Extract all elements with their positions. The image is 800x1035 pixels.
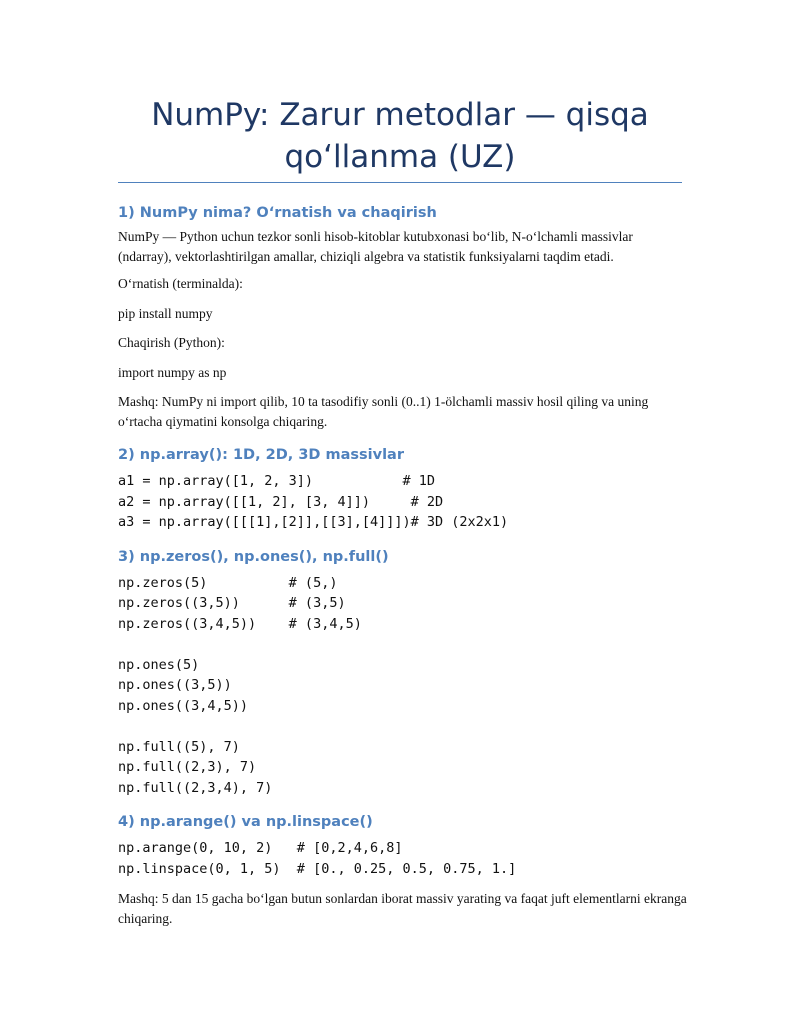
section-3-heading: 3) np.zeros(), np.ones(), np.full() xyxy=(118,548,389,565)
section-2-code: a1 = np.array([1, 2, 3]) # 1D a2 = np.array([[1, 2], [3, 4]]) # 2D a3 = np.array([[[1],[2]],[[3],[4]]])# 3D (2x2x1) xyxy=(118,473,509,530)
install-command: pip install numpy xyxy=(118,305,213,321)
title-line-1: NumPy: Zarur metodlar — qisqa xyxy=(151,97,649,133)
section-4-heading: 4) np.arange() va np.linspace() xyxy=(118,814,373,830)
section-1-heading: 1) NumPy nima? O‘rnatish va chaqirish xyxy=(118,205,437,221)
title-divider xyxy=(118,182,682,183)
document-title xyxy=(118,94,682,178)
section-2-heading: 2) np.array(): 1D, 2D, 3D massivlar xyxy=(118,447,404,463)
title-line-2: qo‘llanma (UZ) xyxy=(284,139,516,175)
section-4-exercise: Mashq: 5 dan 15 gacha bo‘lgan butun sonlardan iborat massiv yarating va faqat juft elementlarni ekranga chiqaring. xyxy=(118,891,687,926)
import-command: import numpy as np xyxy=(118,364,227,380)
document-body xyxy=(118,201,688,928)
section-1-intro: NumPy — Python uchun tezkor sonli hisob-kitoblar kutubxonasi bo‘lib, N-o‘lchamli massivlar (ndarray), vektorlashtirilgan amallar, chiziqli algebra va statistik funksiyalarni taqdim etadi. xyxy=(118,229,633,264)
import-label: Chaqirish (Python): xyxy=(118,335,225,350)
section-3-code: np.zeros(5) # (5,) np.zeros((3,5)) # (3,5) np.zeros((3,4,5)) # (3,4,5) np.ones(5) np.ones((3,5)) np.ones((3,4,5)) np.full((5), 7) np.full((2,3), 7) np.full((2,3,4), 7) xyxy=(118,574,362,796)
section-4-code: np.arange(0, 10, 2) # [0,2,4,6,8] np.linspace(0, 1, 5) # [0., 0.25, 0.5, 0.75, 1.] xyxy=(118,840,517,877)
install-label: O‘rnatish (terminalda): xyxy=(118,276,243,291)
section-1-exercise: Mashq: NumPy ni import qilib, 10 ta tasodifiy sonli (0..1) 1-ölchamli massiv hosil qiling va uning o‘rtacha qiymatini konsolga chiqaring. xyxy=(118,394,649,429)
